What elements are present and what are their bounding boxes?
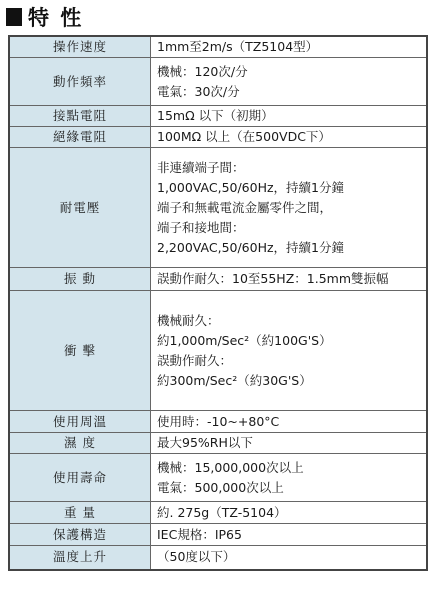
value-line: 1,000VAC,50/60Hz，持續1分鐘: [157, 179, 345, 195]
table-row: [9, 411, 427, 433]
row-label: 溫度上升: [9, 546, 151, 570]
value-line: 2,200VAC,50/60Hz，持續1分鐘: [157, 239, 345, 255]
page-title: 特 性: [28, 6, 84, 30]
table-row: [9, 524, 427, 546]
value-line: IEC規格：IP65: [157, 526, 242, 542]
row-label: 耐電壓: [9, 148, 151, 268]
table-row: [9, 36, 427, 58]
row-value: [151, 524, 428, 546]
value-line: 最大95%RH以下: [157, 435, 253, 450]
value-line: 約. 275g（TZ-5104）: [157, 504, 287, 520]
value-line: 誤動作耐久：: [157, 352, 233, 368]
row-value: [151, 127, 428, 148]
row-label: 衝 擊: [9, 291, 151, 411]
row-value: [151, 411, 428, 433]
value-line: 約1,000m/Sec²（約100G'S）: [157, 332, 332, 348]
value-line: 100MΩ 以上（在500VDC下）: [157, 129, 331, 144]
row-label: 接點電阻: [9, 106, 151, 127]
value-line: （50度以下）: [157, 549, 236, 565]
row-value: [151, 58, 428, 106]
value-line: 機械：120次/分: [157, 63, 248, 79]
value-line: 電氣：500,000次以上: [157, 479, 284, 495]
value-line: 電氣：30次/分: [157, 83, 240, 99]
row-label: 操作速度: [9, 36, 151, 58]
row-label: 保護構造: [9, 524, 151, 546]
section-heading: [6, 4, 83, 30]
row-value: [151, 454, 428, 502]
row-value: [151, 148, 428, 268]
row-label: 重 量: [9, 502, 151, 524]
table-row: [9, 454, 427, 502]
row-value: [151, 291, 428, 411]
heading-square-bullet: [6, 8, 22, 26]
row-label: 絕緣電阻: [9, 127, 151, 148]
value-line: 機械耐久：: [157, 312, 220, 328]
row-value: [151, 36, 428, 58]
row-value: [151, 546, 428, 570]
row-label: 使用壽命: [9, 454, 151, 502]
row-label: 濕 度: [9, 433, 151, 454]
value-line: 約300m/Sec²（約30G'S）: [157, 372, 312, 388]
table-row: [9, 127, 427, 148]
row-value: [151, 106, 428, 127]
table-row: [9, 502, 427, 524]
table-row: [9, 148, 427, 268]
row-value: [151, 502, 428, 524]
value-line: 1mm至2m/s（TZ5104型）: [157, 39, 319, 54]
value-line: 端子和接地間：: [157, 219, 245, 235]
table-row: [9, 291, 427, 411]
row-value: [151, 268, 428, 291]
row-label: 使用周溫: [9, 411, 151, 433]
table-row: [9, 546, 427, 570]
row-label: 振 動: [9, 268, 151, 291]
row-value: [151, 433, 428, 454]
value-line: 機械：15,000,000次以上: [157, 459, 304, 475]
table-row: [9, 58, 427, 106]
value-line: 端子和無載電流金屬零件之間，: [157, 199, 333, 215]
value-line: 15mΩ 以下（初期）: [157, 108, 274, 123]
row-label: 動作頻率: [9, 58, 151, 106]
value-line: 非連續端子間：: [157, 159, 245, 175]
value-line: 使用時：-10~+80°C: [157, 413, 280, 429]
spec-table: [8, 35, 428, 571]
table-row: [9, 268, 427, 291]
table-row: [9, 433, 427, 454]
table-row: [9, 106, 427, 127]
value-line: 誤動作耐久：10至55HZ：1.5mm雙振幅: [157, 271, 389, 286]
